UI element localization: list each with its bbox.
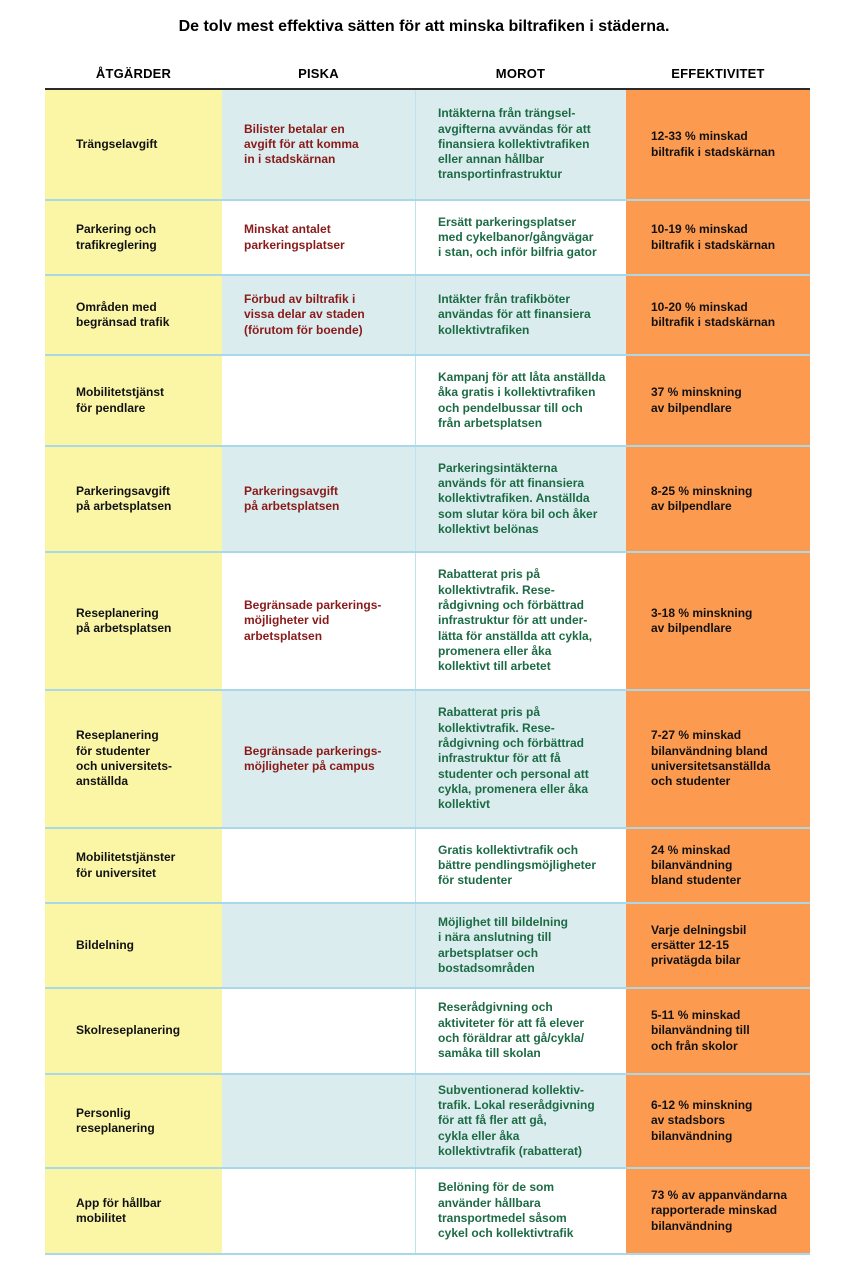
- effekt-cell: 73 % av appanvändarna rapporterade minskad bilanvändning: [626, 1169, 810, 1253]
- morot-cell: Parkeringsintäkterna används för att finansiera kollektivtrafiken. Anställda som slutar köra bil och åker kollektivt belönas: [415, 447, 626, 551]
- atgard-cell: Mobilitetstjänster för universitet: [45, 829, 222, 902]
- atgard-cell: Bildelning: [45, 904, 222, 987]
- atgard-cell: Reseplanering för studenter och universitets- anställda: [45, 691, 222, 827]
- morot-cell: Intäkter från trafikböter användas för att finansiera kollektivtrafiken: [415, 276, 626, 354]
- piska-cell: Minskat antalet parkeringsplatser: [222, 201, 415, 274]
- morot-cell: Belöning för de som använder hållbara transportmedel såsom cykel och kollektivtrafik: [415, 1169, 626, 1253]
- piska-cell: [222, 1169, 415, 1253]
- morot-cell: Intäkterna från trängsel- avgifterna avvändas för att finansiera kollektivtrafiken eller annan hållbar transportinfrastruktur: [415, 90, 626, 199]
- effekt-cell: 37 % minskning av bilpendlare: [626, 356, 810, 445]
- table-row: [45, 1075, 810, 1169]
- table-row: [45, 691, 810, 829]
- effekt-cell: 10-19 % minskad biltrafik i stadskärnan: [626, 201, 810, 274]
- effekt-cell: 5-11 % minskad bilanvändning till och från skolor: [626, 989, 810, 1073]
- atgard-cell: App för hållbar mobilitet: [45, 1169, 222, 1253]
- measures-table: [45, 90, 810, 1255]
- morot-cell: Subventionerad kollektiv- trafik. Lokal reserådgivning för att få fler att gå, cykla eller åka kollektivtrafik (rabatterat): [415, 1075, 626, 1167]
- table-row: [45, 201, 810, 276]
- header-morot: MOROT: [495, 66, 546, 81]
- morot-cell: Gratis kollektivtrafik och bättre pendlingsmöjligheter för studenter: [415, 829, 626, 902]
- piska-cell: Begränsade parkerings- möjligheter vid arbetsplatsen: [222, 553, 415, 689]
- atgard-cell: Mobilitetstjänst för pendlare: [45, 356, 222, 445]
- effekt-cell: 3-18 % minskning av bilpendlare: [626, 553, 810, 689]
- header-atgarder: ÅTGÄRDER: [95, 66, 172, 81]
- effekt-cell: 8-25 % minskning av bilpendlare: [626, 447, 810, 551]
- piska-cell: [222, 356, 415, 445]
- effekt-cell: 10-20 % minskad biltrafik i stadskärnan: [626, 276, 810, 354]
- atgard-cell: Reseplanering på arbetsplatsen: [45, 553, 222, 689]
- table-row: [45, 447, 810, 553]
- table-row: [45, 1169, 810, 1255]
- piska-cell: [222, 1075, 415, 1167]
- atgard-cell: Områden med begränsad trafik: [45, 276, 222, 354]
- piska-cell: [222, 829, 415, 902]
- effekt-cell: 24 % minskad bilanvändning bland studenter: [626, 829, 810, 902]
- morot-cell: Reserådgivning och aktiviteter för att få elever och föräldrar att gå/cykla/ samåka till skolan: [415, 989, 626, 1073]
- morot-cell: Kampanj för att låta anställda åka gratis i kollektivtrafiken och pendelbussar till och från arbetsplatsen: [415, 356, 626, 445]
- piska-cell: Bilister betalar en avgift för att komma in i stadskärnan: [222, 90, 415, 199]
- atgard-cell: Trängselavgift: [45, 90, 222, 199]
- table-row: [45, 356, 810, 447]
- effekt-cell: 12-33 % minskad biltrafik i stadskärnan: [626, 90, 810, 199]
- table-row: [45, 829, 810, 904]
- piska-cell: Förbud av biltrafik i vissa delar av staden (förutom för boende): [222, 276, 415, 354]
- header-effektivitet: EFFEKTIVITET: [671, 66, 765, 81]
- effekt-cell: Varje delningsbil ersätter 12-15 privatägda bilar: [626, 904, 810, 987]
- atgard-cell: Parkering och trafikreglering: [45, 201, 222, 274]
- table-row: [45, 276, 810, 356]
- morot-cell: Rabatterat pris på kollektivtrafik. Rese- rådgivning och förbättrad infrastruktur för att få studenter och personal att cykla, promenera eller åka kollektivt: [415, 691, 626, 827]
- piska-cell: [222, 989, 415, 1073]
- table-row: [45, 553, 810, 691]
- effekt-cell: 7-27 % minskad bilanvändning bland universitetsanställda och studenter: [626, 691, 810, 827]
- effekt-cell: 6-12 % minskning av stadsbors bilanvändning: [626, 1075, 810, 1167]
- piska-cell: Begränsade parkerings- möjligheter på campus: [222, 691, 415, 827]
- table-row: [45, 989, 810, 1075]
- atgard-cell: Personlig reseplanering: [45, 1075, 222, 1167]
- piska-cell: [222, 904, 415, 987]
- atgard-cell: Parkeringsavgift på arbetsplatsen: [45, 447, 222, 551]
- table-row: [45, 90, 810, 201]
- atgard-cell: Skolreseplanering: [45, 989, 222, 1073]
- morot-cell: Möjlighet till bildelning i nära anslutning till arbetsplatser och bostadsområden: [415, 904, 626, 987]
- morot-cell: Rabatterat pris på kollektivtrafik. Rese- rådgivning och förbättrad infrastruktur för att under- lätta för anställda att cykla, promenera eller åka kollektivt till arbetet: [415, 553, 626, 689]
- morot-cell: Ersätt parkeringsplatser med cykelbanor/gångvägar i stan, och inför bilfria gator: [415, 201, 626, 274]
- header-piska: PISKA: [298, 66, 339, 81]
- piska-cell: Parkeringsavgift på arbetsplatsen: [222, 447, 415, 551]
- page-title: De tolv mest effektiva sätten för att minska biltrafiken i städerna.: [178, 18, 670, 35]
- table-row: [45, 904, 810, 989]
